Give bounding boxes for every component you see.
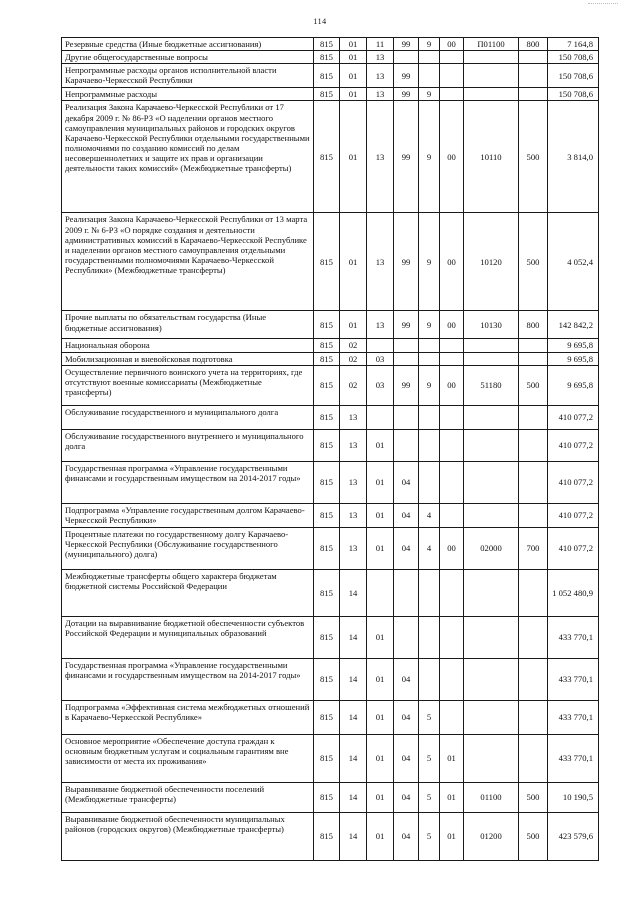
row-program-cell [394, 429, 419, 461]
budget-table-container [61, 37, 598, 861]
row-kind-cell [519, 51, 548, 64]
table-row [62, 429, 599, 461]
row-amount-cell: 433 770,1 [548, 658, 599, 700]
row-subsection-cell [367, 569, 394, 616]
row-subsection-cell: 01 [367, 429, 394, 461]
row-section-cell: 14 [340, 569, 367, 616]
row-target-cell [464, 569, 519, 616]
row-ministry-cell: 815 [314, 88, 340, 101]
row-section-cell: 14 [340, 734, 367, 782]
row-ministry-cell: 815 [314, 503, 340, 527]
row-ministry-cell: 815 [314, 658, 340, 700]
row-kind-cell [519, 700, 548, 734]
budget-table [61, 37, 599, 861]
row-ministry-cell: 815 [314, 365, 340, 405]
row-program-cell: 99 [394, 38, 419, 51]
row-subsection-cell: 01 [367, 734, 394, 782]
table-row [62, 88, 599, 101]
table-row [62, 527, 599, 569]
table-row [62, 782, 599, 812]
row-kind-cell [519, 503, 548, 527]
row-subprogram-cell [419, 405, 440, 429]
row-amount-cell: 142 842,2 [548, 311, 599, 339]
row-subprogram-cell [419, 461, 440, 503]
row-subprogram-cell: 5 [419, 734, 440, 782]
row-amount-cell: 150 708,6 [548, 51, 599, 64]
row-amount-cell: 10 190,5 [548, 782, 599, 812]
row-subprogram-cell: 4 [419, 503, 440, 527]
row-program-cell [394, 569, 419, 616]
row-subsection-cell: 01 [367, 616, 394, 658]
row-ministry-cell: 815 [314, 352, 340, 365]
row-kind-cell [519, 569, 548, 616]
row-kind-cell [519, 405, 548, 429]
row-amount-cell: 150 708,6 [548, 88, 599, 101]
row-section-cell: 01 [340, 311, 367, 339]
row-target-cell [464, 658, 519, 700]
row-kind-cell: 500 [519, 812, 548, 860]
row-program-cell: 99 [394, 365, 419, 405]
row-amount-cell: 9 695,8 [548, 339, 599, 352]
budget-table-body [62, 38, 599, 861]
row-name-cell: Дотации на выравнивание бюджетной обеспеченности субъектов Российской Федерации и муниципальных образований [62, 616, 314, 658]
row-amount-cell: 423 579,6 [548, 812, 599, 860]
row-subprogram-cell: 9 [419, 311, 440, 339]
row-subprogram-cell: 5 [419, 700, 440, 734]
row-kind-cell [519, 429, 548, 461]
row-program-cell: 99 [394, 213, 419, 311]
row-amount-cell: 410 077,2 [548, 405, 599, 429]
row-kind-cell: 700 [519, 527, 548, 569]
row-amount-cell: 9 695,8 [548, 352, 599, 365]
row-name-cell: Реализация Закона Карачаево-Черкесской Республики от 17 декабря 2009 г. № 86-РЗ «О наделении органов местного самоуправления муниципальных районов и городских округов Карачаево-Черкесской Республики отдельными государственными полномочиями по созданию комиссий по делам несовершеннолетних и защите их прав и организации деятельности таких комиссий» (Межбюджетные трансферты) [62, 101, 314, 213]
row-name-cell: Мобилизационная и вневойсковая подготовка [62, 352, 314, 365]
row-ministry-cell: 815 [314, 405, 340, 429]
row-event-cell [440, 503, 464, 527]
row-event-cell: 01 [440, 812, 464, 860]
row-program-cell: 99 [394, 311, 419, 339]
row-event-cell [440, 461, 464, 503]
row-ministry-cell: 815 [314, 461, 340, 503]
table-row [62, 658, 599, 700]
row-subprogram-cell: 9 [419, 101, 440, 213]
row-event-cell: 00 [440, 311, 464, 339]
row-section-cell: 02 [340, 339, 367, 352]
row-name-cell: Подпрограмма «Управление государственным долгом Карачаево-Черкесской Республики» [62, 503, 314, 527]
row-subsection-cell [367, 339, 394, 352]
row-name-cell: Выравнивание бюджетной обеспеченности муниципальных районов (городских округов) (Межбюджетные трансферты) [62, 812, 314, 860]
row-amount-cell: 410 077,2 [548, 503, 599, 527]
row-ministry-cell: 815 [314, 700, 340, 734]
row-event-cell [440, 700, 464, 734]
row-event-cell [440, 569, 464, 616]
row-target-cell [464, 616, 519, 658]
table-row [62, 213, 599, 311]
row-subprogram-cell: 9 [419, 213, 440, 311]
row-event-cell: 00 [440, 38, 464, 51]
row-event-cell: 01 [440, 782, 464, 812]
row-subprogram-cell [419, 569, 440, 616]
row-amount-cell: 433 770,1 [548, 734, 599, 782]
row-subsection-cell: 01 [367, 812, 394, 860]
row-subsection-cell: 11 [367, 38, 394, 51]
row-subsection-cell: 03 [367, 365, 394, 405]
row-event-cell [440, 658, 464, 700]
table-row [62, 101, 599, 213]
row-event-cell: 01 [440, 734, 464, 782]
row-program-cell: 04 [394, 503, 419, 527]
row-section-cell: 13 [340, 405, 367, 429]
row-name-cell: Обслуживание государственного внутреннего и муниципального долга [62, 429, 314, 461]
row-amount-cell: 1 052 480,9 [548, 569, 599, 616]
row-section-cell: 01 [340, 88, 367, 101]
row-subprogram-cell: 4 [419, 527, 440, 569]
row-name-cell: Основное мероприятие «Обеспечение доступа граждан к основным бюджетным услугам и социальным гарантиям вне зависимости от места их проживания» [62, 734, 314, 782]
row-section-cell: 14 [340, 700, 367, 734]
row-event-cell [440, 429, 464, 461]
row-subsection-cell: 13 [367, 64, 394, 88]
table-row [62, 734, 599, 782]
row-kind-cell: 500 [519, 365, 548, 405]
row-subprogram-cell [419, 429, 440, 461]
row-subprogram-cell [419, 64, 440, 88]
row-kind-cell: 800 [519, 311, 548, 339]
scan-artifact [588, 3, 618, 6]
row-kind-cell: 500 [519, 213, 548, 311]
row-amount-cell: 3 814,0 [548, 101, 599, 213]
row-section-cell: 13 [340, 461, 367, 503]
row-ministry-cell: 815 [314, 311, 340, 339]
row-target-cell: 02000 [464, 527, 519, 569]
row-target-cell: 01100 [464, 782, 519, 812]
row-subprogram-cell [419, 51, 440, 64]
row-event-cell [440, 88, 464, 101]
row-section-cell: 01 [340, 64, 367, 88]
table-row [62, 64, 599, 88]
row-subsection-cell: 13 [367, 213, 394, 311]
row-program-cell: 04 [394, 734, 419, 782]
row-subprogram-cell: 9 [419, 365, 440, 405]
row-name-cell: Осуществление первичного воинского учета на территориях, где отсутствуют военные комиссариаты (Межбюджетные трансферты) [62, 365, 314, 405]
row-program-cell [394, 405, 419, 429]
row-section-cell: 02 [340, 352, 367, 365]
row-target-cell: 51180 [464, 365, 519, 405]
row-name-cell: Процентные платежи по государственному долгу Карачаево-Черкесской Республики (Обслуживание государственного (муниципального) долга) [62, 527, 314, 569]
row-event-cell [440, 339, 464, 352]
row-kind-cell [519, 352, 548, 365]
table-row [62, 352, 599, 365]
row-target-cell: 01200 [464, 812, 519, 860]
row-subsection-cell: 01 [367, 782, 394, 812]
row-ministry-cell: 815 [314, 782, 340, 812]
row-ministry-cell: 815 [314, 64, 340, 88]
table-row [62, 38, 599, 51]
row-section-cell: 02 [340, 365, 367, 405]
row-name-cell: Непрограммные расходы [62, 88, 314, 101]
row-name-cell: Другие общегосударственные вопросы [62, 51, 314, 64]
row-name-cell: Национальная оборона [62, 339, 314, 352]
table-row [62, 365, 599, 405]
table-row [62, 51, 599, 64]
row-amount-cell: 410 077,2 [548, 461, 599, 503]
row-target-cell [464, 429, 519, 461]
row-kind-cell [519, 658, 548, 700]
row-event-cell: 00 [440, 365, 464, 405]
row-section-cell: 13 [340, 527, 367, 569]
row-event-cell: 00 [440, 527, 464, 569]
row-ministry-cell: 815 [314, 101, 340, 213]
row-ministry-cell: 815 [314, 569, 340, 616]
row-program-cell: 99 [394, 101, 419, 213]
row-kind-cell [519, 64, 548, 88]
row-kind-cell [519, 461, 548, 503]
row-section-cell: 01 [340, 51, 367, 64]
row-ministry-cell: 815 [314, 339, 340, 352]
row-event-cell [440, 616, 464, 658]
row-event-cell [440, 405, 464, 429]
row-ministry-cell: 815 [314, 527, 340, 569]
row-target-cell: 10110 [464, 101, 519, 213]
row-subsection-cell: 01 [367, 700, 394, 734]
row-amount-cell: 4 052,4 [548, 213, 599, 311]
table-row [62, 812, 599, 860]
row-subsection-cell: 13 [367, 311, 394, 339]
table-row [62, 569, 599, 616]
row-name-cell: Реализация Закона Карачаево-Черкесской Республики от 13 марта 2009 г. № 6-РЗ «О порядке создания и деятельности административных комиссий в Карачаево-Черкесской Республике и наделении органов местного самоуправления отдельными государственными полномочиями Карачаево-Черкесской Республики» (Межбюджетные трансферты) [62, 213, 314, 311]
row-target-cell: 10120 [464, 213, 519, 311]
row-section-cell: 14 [340, 616, 367, 658]
row-amount-cell: 410 077,2 [548, 429, 599, 461]
row-program-cell: 04 [394, 461, 419, 503]
row-program-cell [394, 352, 419, 365]
row-target-cell [464, 88, 519, 101]
row-subprogram-cell [419, 616, 440, 658]
row-subprogram-cell: 9 [419, 38, 440, 51]
row-kind-cell [519, 734, 548, 782]
row-name-cell: Резервные средства (Иные бюджетные ассигнования) [62, 38, 314, 51]
row-target-cell [464, 503, 519, 527]
row-program-cell: 99 [394, 88, 419, 101]
row-subprogram-cell: 5 [419, 782, 440, 812]
row-name-cell: Прочие выплаты по обязательствам государства (Иные бюджетные ассигнования) [62, 311, 314, 339]
row-ministry-cell: 815 [314, 616, 340, 658]
row-target-cell [464, 734, 519, 782]
row-ministry-cell: 815 [314, 734, 340, 782]
row-subsection-cell [367, 405, 394, 429]
row-name-cell: Государственная программа «Управление государственными финансами и государственным имуществом на 2014-2017 годы» [62, 658, 314, 700]
row-subsection-cell: 13 [367, 88, 394, 101]
row-subsection-cell: 13 [367, 51, 394, 64]
row-kind-cell: 800 [519, 38, 548, 51]
row-amount-cell: 7 164,8 [548, 38, 599, 51]
table-row [62, 700, 599, 734]
row-kind-cell [519, 88, 548, 101]
table-row [62, 339, 599, 352]
row-target-cell [464, 352, 519, 365]
row-section-cell: 01 [340, 38, 367, 51]
row-section-cell: 14 [340, 812, 367, 860]
row-name-cell: Выравнивание бюджетной обеспеченности поселений (Межбюджетные трансферты) [62, 782, 314, 812]
row-event-cell [440, 51, 464, 64]
row-event-cell [440, 352, 464, 365]
row-ministry-cell: 815 [314, 812, 340, 860]
row-event-cell: 00 [440, 101, 464, 213]
table-row [62, 461, 599, 503]
row-ministry-cell: 815 [314, 38, 340, 51]
row-subprogram-cell: 9 [419, 88, 440, 101]
row-subprogram-cell [419, 339, 440, 352]
row-name-cell: Обслуживание государственного и муниципального долга [62, 405, 314, 429]
table-row [62, 616, 599, 658]
row-kind-cell: 500 [519, 782, 548, 812]
row-section-cell: 01 [340, 101, 367, 213]
row-amount-cell: 433 770,1 [548, 700, 599, 734]
row-target-cell [464, 339, 519, 352]
row-ministry-cell: 815 [314, 51, 340, 64]
row-kind-cell: 500 [519, 101, 548, 213]
row-subsection-cell: 01 [367, 461, 394, 503]
table-row [62, 503, 599, 527]
row-name-cell: Государственная программа «Управление государственными финансами и государственным имуществом на 2014-2017 годы» [62, 461, 314, 503]
row-program-cell: 04 [394, 658, 419, 700]
row-subsection-cell: 01 [367, 658, 394, 700]
row-event-cell [440, 64, 464, 88]
row-program-cell: 04 [394, 527, 419, 569]
row-program-cell [394, 339, 419, 352]
row-section-cell: 13 [340, 503, 367, 527]
row-target-cell: 10130 [464, 311, 519, 339]
row-target-cell [464, 461, 519, 503]
row-section-cell: 01 [340, 213, 367, 311]
page-number: 114 [313, 17, 327, 26]
row-amount-cell: 433 770,1 [548, 616, 599, 658]
row-event-cell: 00 [440, 213, 464, 311]
row-subsection-cell: 01 [367, 503, 394, 527]
row-target-cell [464, 700, 519, 734]
row-amount-cell: 9 695,8 [548, 365, 599, 405]
row-section-cell: 14 [340, 658, 367, 700]
row-subprogram-cell: 5 [419, 812, 440, 860]
row-target-cell [464, 405, 519, 429]
row-subsection-cell: 03 [367, 352, 394, 365]
row-name-cell: Межбюджетные трансферты общего характера бюджетам бюджетной системы Российской Федерации [62, 569, 314, 616]
row-subsection-cell: 01 [367, 527, 394, 569]
row-program-cell: 04 [394, 782, 419, 812]
row-kind-cell [519, 616, 548, 658]
row-kind-cell [519, 339, 548, 352]
row-name-cell: Подпрограмма «Эффективная система межбюджетных отношений в Карачаево-Черкесской Республике» [62, 700, 314, 734]
row-section-cell: 13 [340, 429, 367, 461]
row-subsection-cell: 13 [367, 101, 394, 213]
row-amount-cell: 410 077,2 [548, 527, 599, 569]
row-subprogram-cell [419, 658, 440, 700]
row-program-cell: 04 [394, 812, 419, 860]
row-target-cell [464, 51, 519, 64]
row-target-cell [464, 64, 519, 88]
row-program-cell [394, 51, 419, 64]
row-amount-cell: 150 708,6 [548, 64, 599, 88]
row-ministry-cell: 815 [314, 429, 340, 461]
row-section-cell: 14 [340, 782, 367, 812]
row-target-cell: П01100 [464, 38, 519, 51]
row-program-cell [394, 616, 419, 658]
row-subprogram-cell [419, 352, 440, 365]
row-program-cell: 04 [394, 700, 419, 734]
row-name-cell: Непрограммные расходы органов исполнительной власти Карачаево-Черкесской Республики [62, 64, 314, 88]
table-row [62, 405, 599, 429]
row-program-cell: 99 [394, 64, 419, 88]
table-row [62, 311, 599, 339]
row-ministry-cell: 815 [314, 213, 340, 311]
